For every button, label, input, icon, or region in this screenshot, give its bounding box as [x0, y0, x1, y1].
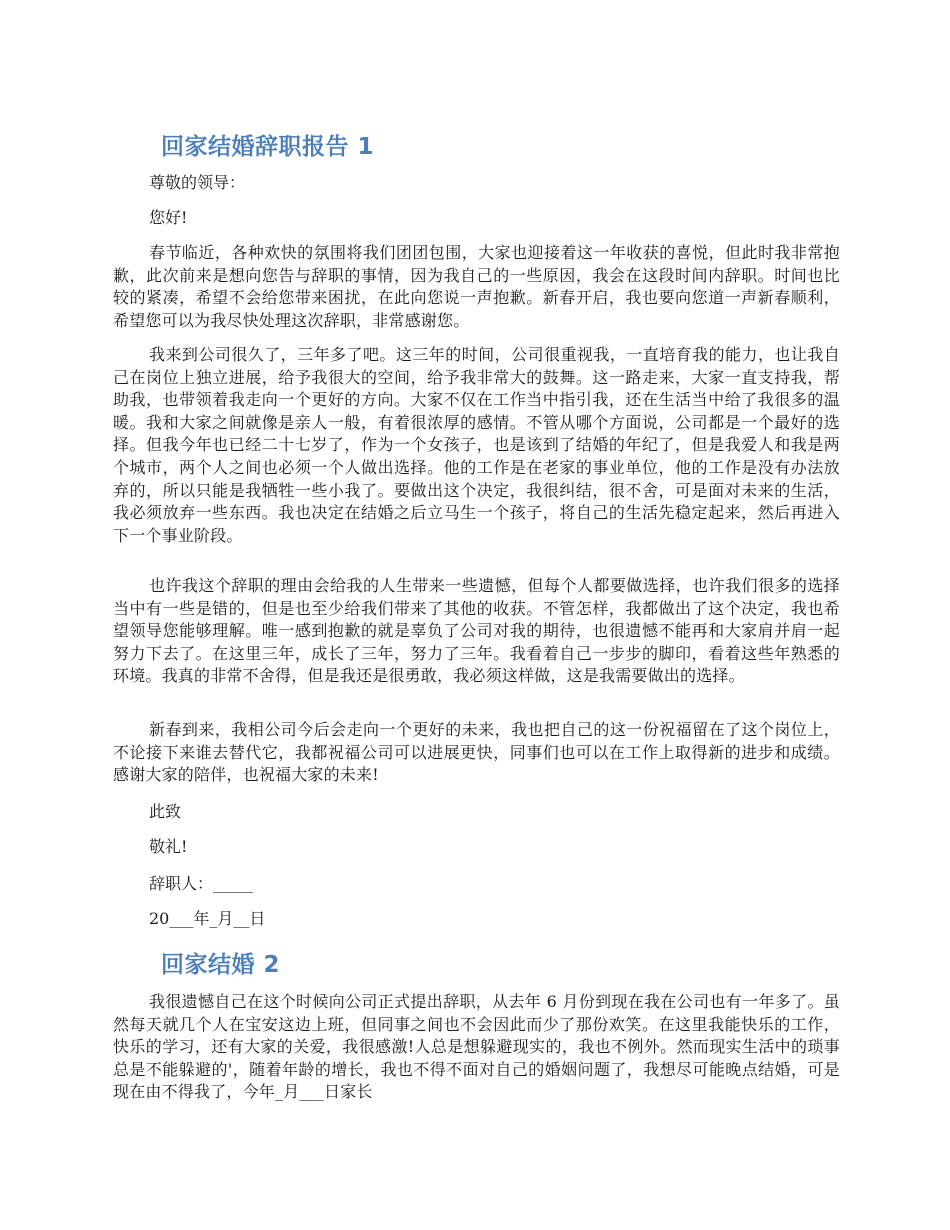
- section-2-title: 回家结婚 2: [161, 952, 281, 978]
- salutation: 尊敬的领导：: [149, 173, 246, 192]
- paragraph-4: 新春到来，我相公司今后会走向一个更好的未来，我也把自己的这一份祝福留在了这个岗位上，不论接下来谁去替代它，我都祝福公司可以进展更快，同事们也可以在工作上取得新的进步和成绩。感谢大家的陪伴，也祝福大家的未来!: [113, 720, 840, 785]
- regards: 敬礼!: [149, 837, 188, 856]
- paragraph-3: 也许我这个辞职的理由会给我的人生带来一些遗憾，但每个人都要做选择，也许我们很多的选择当中有一些是错的，但是也至少给我们带来了其他的收获。不管怎样，我都做出了这个决定，我也希望领导您能够理解。唯一感到抱歉的就是辜负了公司对我的期待，也很遗憾不能再和大家肩并肩一起努力下去了。在这里三年，成长了三年，努力了三年。我看着自己一步步的脚印，看着这些年熟悉的环境。我真的非常不舍得，但是我还是很勇敢，我必须这样做，这是我需要做出的选择。: [113, 576, 840, 686]
- paragraph-2: 我来到公司很久了，三年多了吧。这三年的时间，公司很重视我，一直培育我的能力，也让我自己在岗位上独立进展，给予我很大的空间，给予我非常大的鼓舞。这一路走来，大家一直支持我，帮助我，也带领着我走向一个更好的方向。大家不仅在工作当中指引我，还在生活当中给了我很多的温暖。我和大家之间就像是亲人一般，有着很浓厚的感情。不管从哪个方面说，公司都是一个最好的选择。但我今年也已经二十七岁了，作为一个女孩子，也是该到了结婚的年纪了，但是我爱人和我是两个城市，两个人之间也必须一个人做出选择。他的工作是在老家的事业单位，他的工作是没有办法放弃的，所以只能是我牺牲一些小我了。要做出这个决定，我很纠结，很不舍，可是面对未来的生活，我必须放弃一些东西。我也决定在结婚之后立马生一个孩子，将自己的生活先稳定起来，然后再进入下一个事业阶段。: [113, 345, 840, 545]
- paragraph-5: 我很遗憾自己在这个时候向公司正式提出辞职，从去年 6 月份到现在我在公司也有一年多了。虽然每天就几个人在宝安这边上班，但同事之间也不会因此而少了那份欢笑。在这里我能快乐的工作，快乐的学习，还有大家的关爱，我很感激!人总是想躲避现实的，我也不例外。然而现实生活中的琐事总是不能躲避的'，随着年龄的增长，我也不得不面对自己的婚姻问题了，我想尽可能晚点结婚，可是现在由不得我了，今年_月___日家长: [113, 992, 840, 1102]
- date-line: 20___年_月__日: [149, 909, 266, 928]
- section-1-title: 回家结婚辞职报告 1: [161, 134, 375, 160]
- paragraph-1: 春节临近，各种欢快的氛围将我们团团包围，大家也迎接着这一年收获的喜悦，但此时我非常抱歉，此次前来是想向您告与辞职的事情，因为我自己的一些原因，我会在这段时间内辞职。时间也比较的紧凑，希望不会给您带来困扰，在此向您说一声抱歉。新春开启，我也要向您道一声新春顺利，希望您可以为我尽快处理这次辞职，非常感谢您。: [113, 243, 840, 330]
- greeting: 您好!: [149, 208, 188, 227]
- signer-line: 辞职人：_____: [149, 874, 254, 893]
- closing: 此致: [149, 802, 182, 821]
